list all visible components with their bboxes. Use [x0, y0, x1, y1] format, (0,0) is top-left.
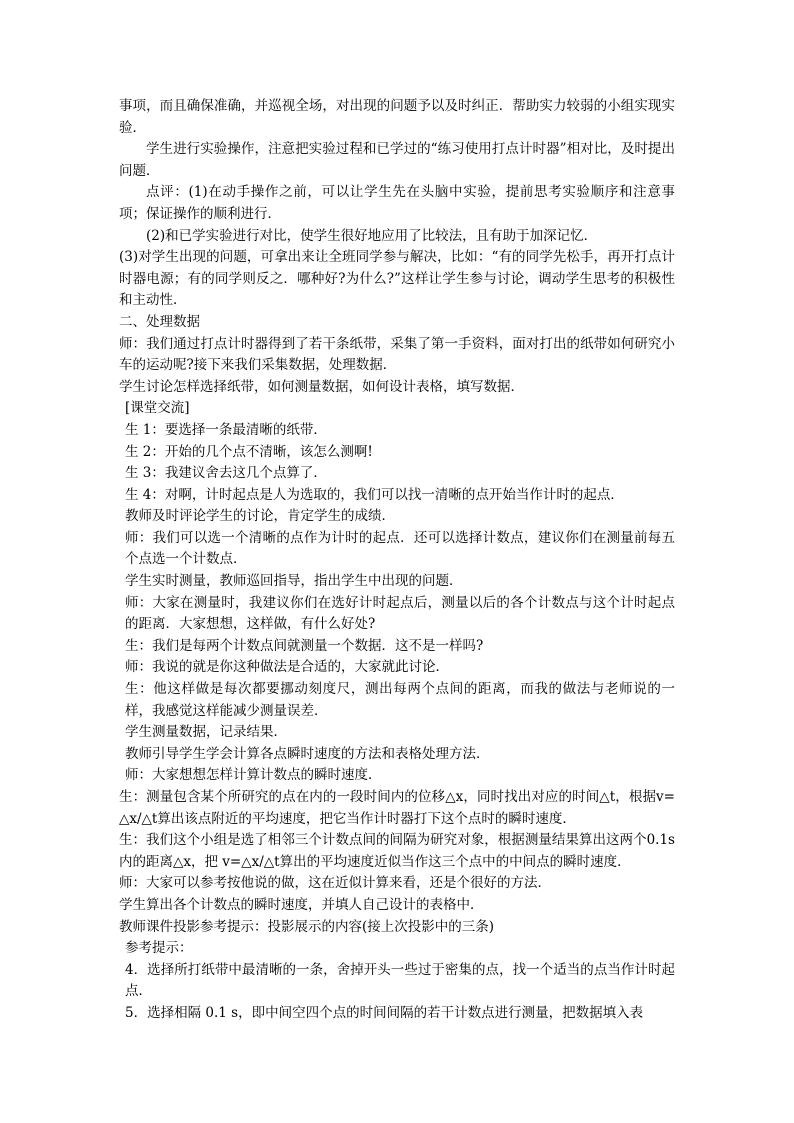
paragraph-comment-3: (3)对学生出现的问题，可拿出来让全班同学参与解决，比如：“有的同学先松手，再开打点计时器电源；有的同学则反之．哪种好?为什么?”这样让学生参与讨论，调动学生思考的积极性和主动性． — [119, 249, 675, 309]
dialogue-line: 生 3：我建议舍去这几个点算了． — [125, 465, 327, 482]
reference-hint-item-5: 5．选择相隔 0.1 s，即中间空四个点的时间间隔的若干计数点进行测量，把数据填入表 — [125, 1004, 644, 1021]
paragraph-comment-2: (2)和已学实验进行对比，使学生很好地应用了比较法，且有助于加深记忆． — [146, 227, 598, 244]
paragraph-student-fill-table: 学生算出各个计数点的瞬时速度，并填人自己设计的表格中． — [119, 896, 484, 913]
dialogue-line: 生 1：要选择一条最清晰的纸带． — [125, 421, 327, 438]
dialogue-line: 师：大家想想怎样计算计数点的瞬时速度． — [125, 767, 382, 784]
section-heading: 二、处理数据 — [119, 313, 200, 330]
paragraph-student-discussion: 学生讨论怎样选择纸带，如何测量数据，如何设计表格，填写数据． — [119, 378, 524, 395]
dialogue-line: 生：我们是每两个计数点间就测量一个数据．这不是一样吗? — [125, 637, 484, 654]
dialogue-line: 师：我说的就是你这种做法是合适的，大家就此讨论． — [125, 659, 449, 676]
dialogue-line: 生：我们这个小组是选了相邻三个计数点间的间隔为研究对象，根据测量结果算出这两个0.1s内的距离△x，把 v=△x/△t算出的平均速度近似当作这三个点中的中间点的瞬时速度． — [119, 832, 675, 870]
paragraph-continuation: 事项，而且确保准确，并巡视全场，对出现的问题予以及时纠正．帮助实力较弱的小组实现实验． — [119, 98, 675, 136]
paragraph-student-operation: 学生进行实验操作，注意把实验过程和已学过的“练习使用打点计时器”相对比，及时提出问题． — [119, 141, 675, 179]
dialogue-line: 生 4：对啊，计时起点是人为选取的，我们可以找一清晰的点开始当作计时的起点． — [125, 486, 624, 503]
document-body — [119, 96, 675, 1025]
dialogue-line: 生 2：开始的几个点不清晰，该怎么测啊! — [125, 443, 373, 460]
reference-hint-label: 参考提示： — [125, 940, 193, 957]
classroom-exchange-label: [课堂交流] — [125, 400, 190, 417]
dialogue-line: 生：测量包含某个所研究的点在内的一段时间内的位移△x，同时找出对应的时间△t，根据v=△x/△t算出该点附近的平均速度，把它当作计时器打下这个点时的瞬时速度． — [119, 789, 675, 827]
reference-hint-item-4: 4．选择所打纸带中最清晰的一条，舍掉开头一些过于密集的点，找一个适当的点当作计时起点． — [125, 961, 675, 1000]
dialogue-line: 师：我们可以选一个清晰的点作为计时的起点．还可以选择计数点，建议你们在测量前每五个点选一个计数点． — [125, 529, 675, 568]
paragraph-teacher-intro: 师：我们通过打点计时器得到了若干条纸带，采集了第一手资料，面对打出的纸带如何研究小车的运动呢?接下来我们采集数据，处理数据． — [119, 335, 675, 374]
dialogue-line: 教师及时评论学生的讨论，肯定学生的成绩． — [125, 508, 395, 525]
dialogue-line: 生：他这样做是每次都要挪动刻度尺，测出每两个点间的距离，而我的做法与老师说的一样，我感觉这样能减少测量误差． — [125, 681, 675, 719]
dialogue-line: 师：大家可以参考按他说的做，这在近似计算来看，还是个很好的方法． — [119, 875, 551, 892]
dialogue-line: 学生测量数据，记录结果． — [125, 724, 287, 741]
dialogue-line: 师：大家在测量时，我建议你们在选好计时起点后，测量以后的各个计数点与这个计时起点的距离．大家想想，这样做，有什么好处? — [125, 594, 675, 633]
dialogue-line: 学生实时测量，教师巡回指导，指出学生中出现的问题． — [125, 573, 463, 590]
paragraph-projection-hint: 教师课件投影参考提示：投影展示的内容(接上次投影中的三条) — [119, 918, 495, 935]
dialogue-line: 教师引导学生学会计算各点瞬时速度的方法和表格处理方法． — [125, 745, 490, 762]
paragraph-comment-1: 点评：(1)在动手操作之前，可以让学生先在头脑中实验，提前思考实验顺序和注意事项；保证操作的顺利进行． — [119, 184, 675, 222]
